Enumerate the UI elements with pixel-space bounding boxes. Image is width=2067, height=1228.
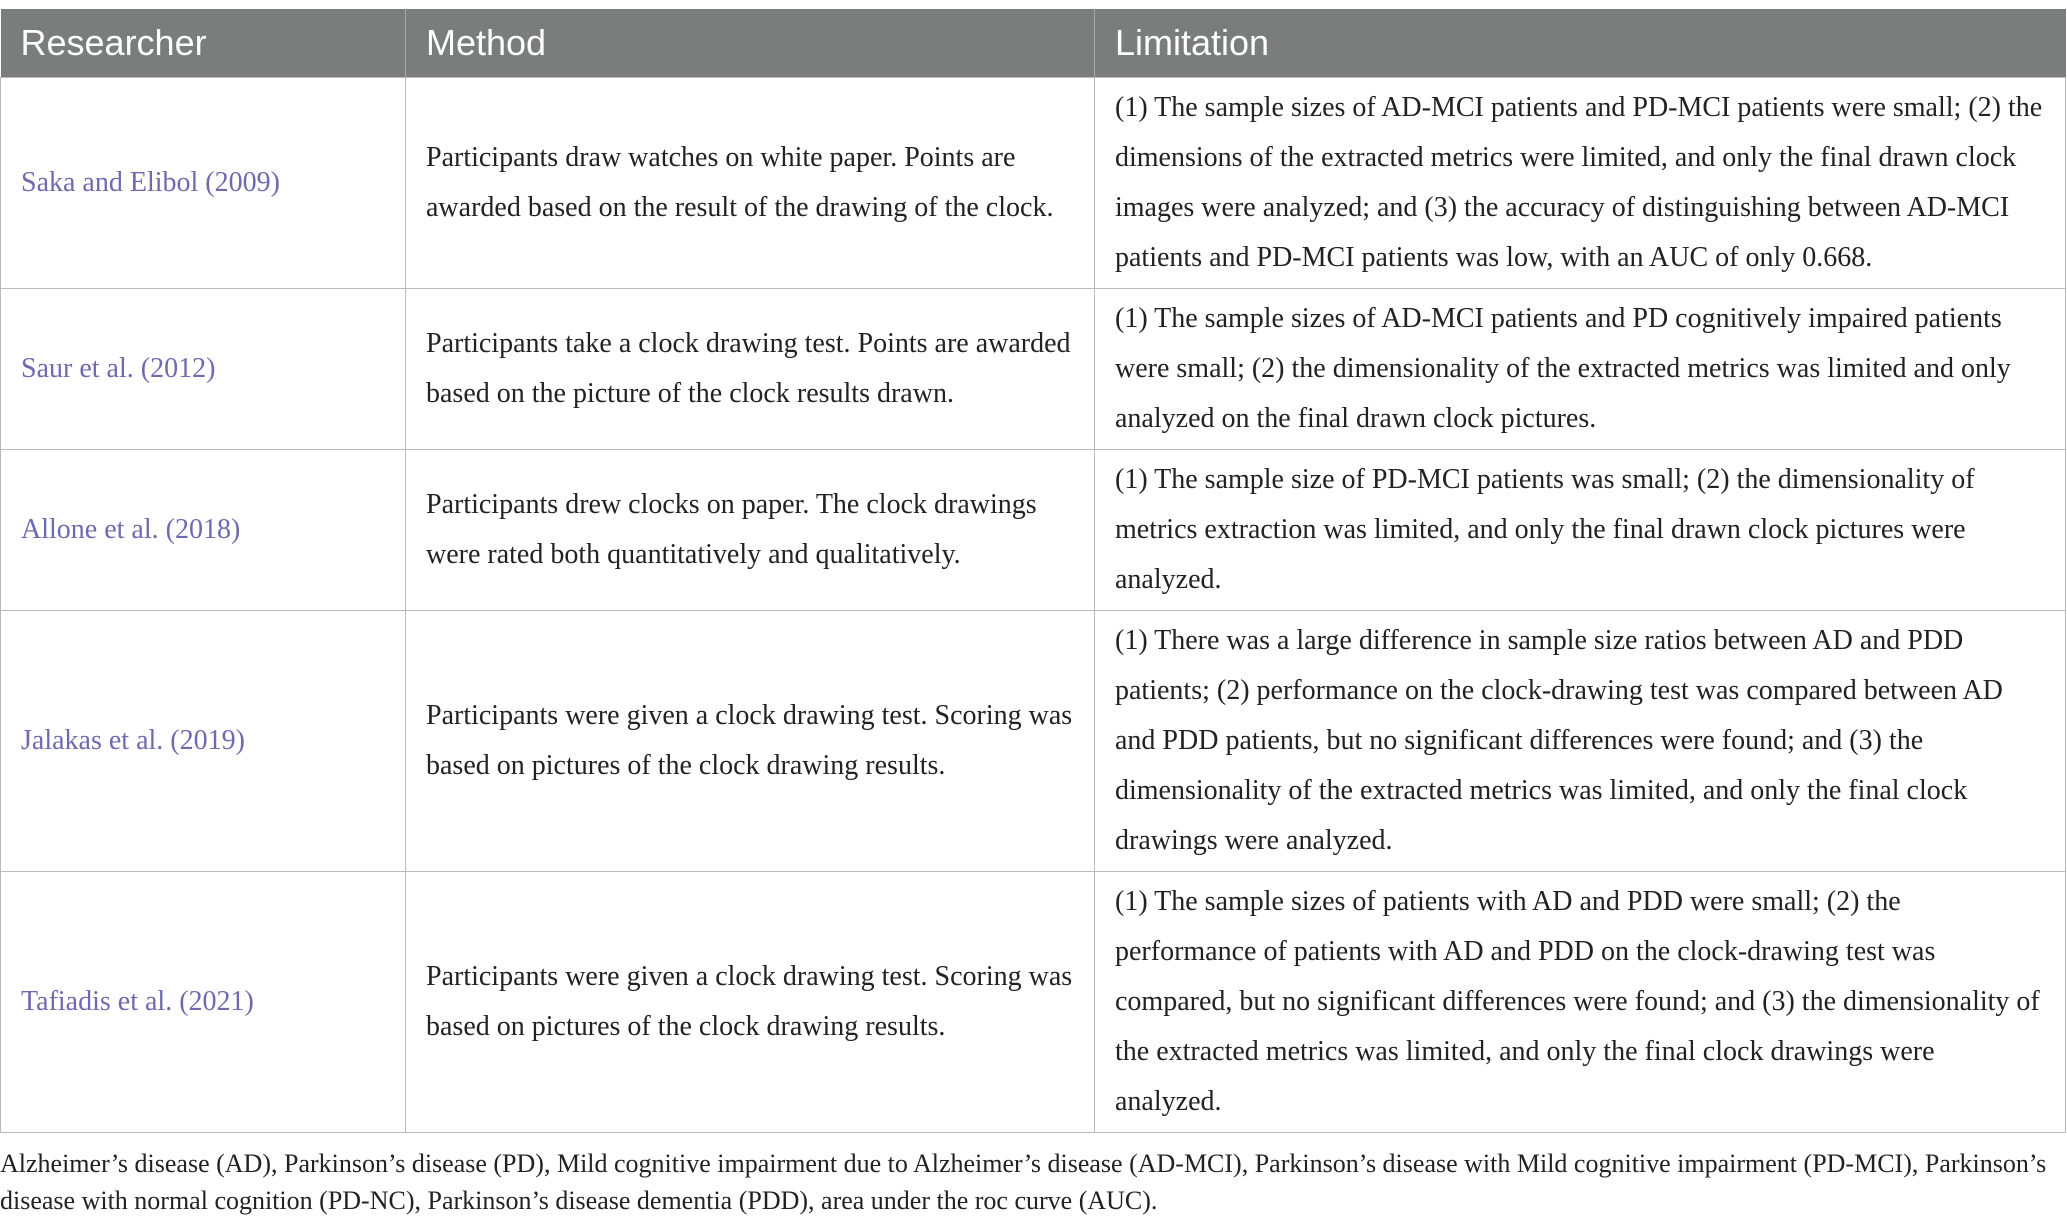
- researcher-link[interactable]: Saur et al. (2012): [1, 289, 406, 450]
- researcher-link[interactable]: Jalakas et al. (2019): [1, 611, 406, 872]
- researcher-link[interactable]: Allone et al. (2018): [1, 450, 406, 611]
- limitation-cell: (1) The sample sizes of AD-MCI patients and PD-MCI patients were small; (2) the dimensions of the extracted metrics were limited, and only the final drawn clock images were analyzed; and (3) the accuracy of distinguishing between AD-MCI patients and PD-MCI patients was low, with an AUC of only 0.668.: [1095, 78, 2066, 289]
- table-row: [1, 289, 2066, 450]
- researcher-link[interactable]: Saka and Elibol (2009): [1, 78, 406, 289]
- table-row: [1, 872, 2066, 1133]
- limitation-cell: (1) The sample size of PD-MCI patients was small; (2) the dimensionality of metrics extraction was limited, and only the final drawn clock pictures were analyzed.: [1095, 450, 2066, 611]
- method-cell: Participants drew clocks on paper. The clock drawings were rated both quantitatively and qualitatively.: [406, 450, 1095, 611]
- method-cell: Participants were given a clock drawing test. Scoring was based on pictures of the clock drawing results.: [406, 611, 1095, 872]
- researcher-link[interactable]: Tafiadis et al. (2021): [1, 872, 406, 1133]
- table-footnote: Alzheimer’s disease (AD), Parkinson’s disease (PD), Mild cognitive impairment due to Alzheimer’s disease (AD-MCI), Parkinson’s disease with Mild cognitive impairment (PD-MCI), Parkinson’s disease with normal cognition (PD-NC), Parkinson’s disease dementia (PDD), area under the roc curve (AUC).: [0, 1149, 2047, 1215]
- table-row: [1, 450, 2066, 611]
- header-method: Method: [406, 9, 1095, 78]
- limitation-cell: (1) The sample sizes of AD-MCI patients and PD cognitively impaired patients were small; (2) the dimensionality of the extracted metrics was limited and only analyzed on the final drawn clock pictures.: [1095, 289, 2066, 450]
- table-row: [1, 78, 2066, 289]
- limitation-cell: (1) There was a large difference in sample size ratios between AD and PDD patients; (2) performance on the clock-drawing test was compared between AD and PDD patients, but no significant differences were found; and (3) the dimensionality of the extracted metrics was limited, and only the final clock drawings were analyzed.: [1095, 611, 2066, 872]
- limitation-cell: (1) The sample sizes of patients with AD and PDD were small; (2) the performance of patients with AD and PDD on the clock-drawing test was compared, but no significant differences were found; and (3) the dimensionality of the extracted metrics was limited, and only the final clock drawings were analyzed.: [1095, 872, 2066, 1133]
- table-row: [1, 611, 2066, 872]
- method-cell: Participants were given a clock drawing test. Scoring was based on pictures of the clock drawing results.: [406, 872, 1095, 1133]
- method-cell: Participants draw watches on white paper. Points are awarded based on the result of the drawing of the clock.: [406, 78, 1095, 289]
- table-header-row: [1, 9, 2066, 78]
- comparison-table: [0, 9, 2066, 1133]
- comparison-table-container: [0, 9, 2065, 1133]
- header-limitation: Limitation: [1095, 9, 2066, 78]
- method-cell: Participants take a clock drawing test. Points are awarded based on the picture of the clock results drawn.: [406, 289, 1095, 450]
- header-researcher: Researcher: [1, 9, 406, 78]
